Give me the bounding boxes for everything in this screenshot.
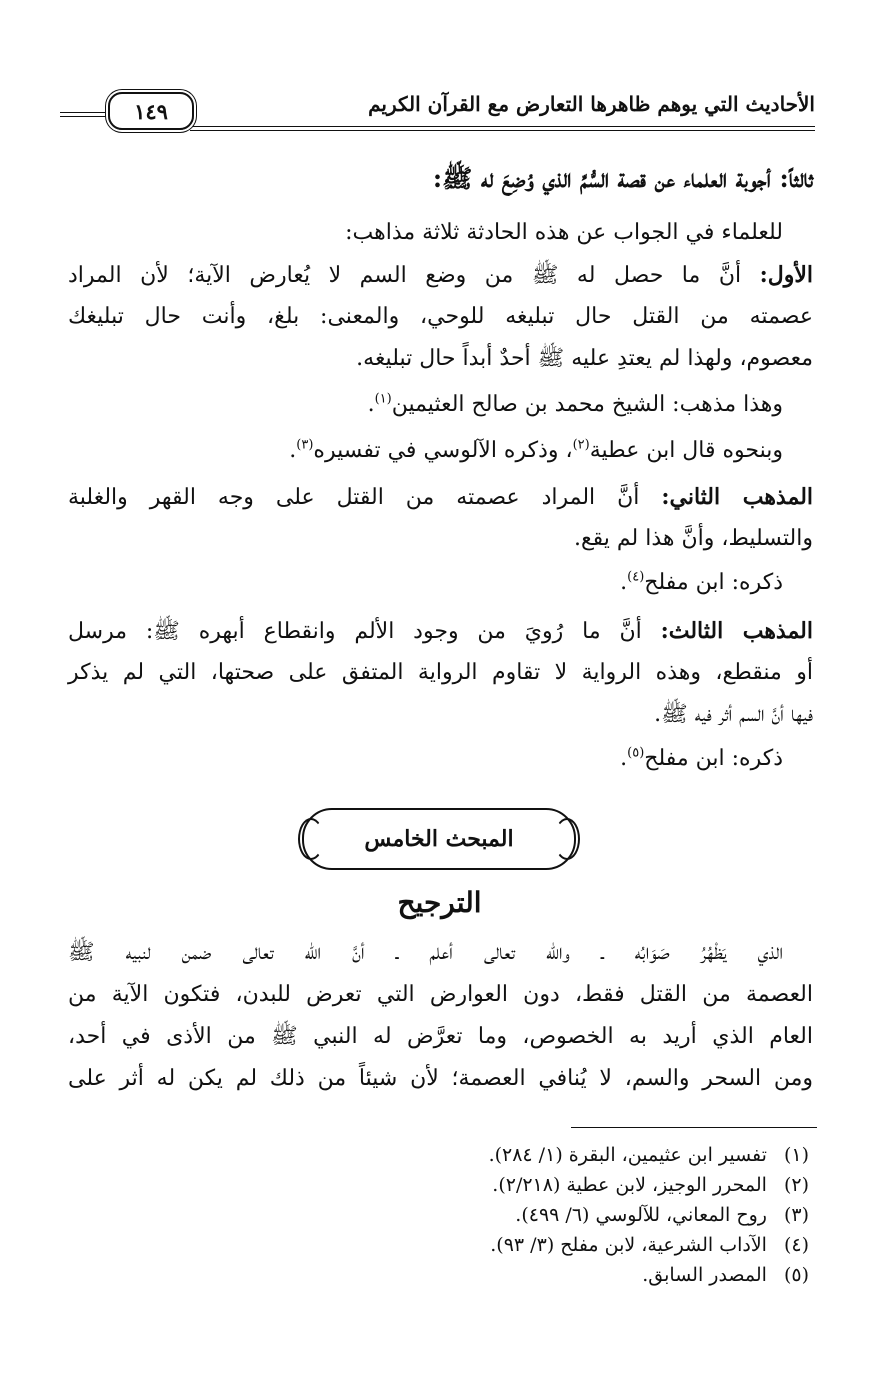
paragraph-line: معصوم، ولهذا لم يعتدِ عليه ﷺ أحدٌ أبداً حال تبليغه. [356, 346, 813, 371]
footnote-text: المحرر الوجيز، لابن عطية (٢/٢١٨). [492, 1174, 767, 1196]
footnote-number: (٥) [783, 1264, 809, 1286]
footnote-ref[interactable]: (٣) [296, 437, 314, 453]
source-text: وبنحوه قال ابن عطية [589, 438, 783, 463]
source-end: . [620, 746, 628, 771]
source-text: ذكره: ابن مفلح [644, 746, 783, 771]
chapter-subtitle: الترجيح [397, 886, 482, 919]
source-line [68, 437, 783, 480]
footnote [490, 1234, 809, 1264]
paragraph-line: فيها أنَّ السم أثر فيه ﷺ. [654, 702, 813, 727]
view-text: أنَّ ما حصل له ﷺ من وضع السم لا يُعارض الآية؛ لأن المراد [68, 263, 742, 288]
header-rule-short [60, 112, 106, 117]
source-end: . [289, 438, 297, 463]
paragraph-line: والتسليط، وأنَّ هذا لم يقع. [573, 526, 813, 551]
paragraph-line: العام الذي أريد به الخصوص، وما تعرَّض له النبي ﷺ من الأذى في أحد، [68, 1024, 813, 1049]
view-text: أنَّ المراد عصمته من القتل على وجه القهر والغلبة [68, 485, 640, 510]
section-heading: ثالثاً: أجوبة العلماء عن قصة السُّمِّ الذي وُضِعَ له ﷺ: [432, 164, 813, 193]
page-number: ١٤٩ [108, 92, 194, 130]
paragraph-line: الذي يَظْهُرُ صَوَابُه ـ والله تعالى أعلم ـ أنَّ الله تعالى ضمن لنبيه ﷺ [68, 940, 783, 965]
paragraph-line: العصمة من القتل فقط، دون العوارض التي تعرض للبدن، فتكون الآية من [68, 982, 813, 1007]
footnote-text: المصدر السابق. [642, 1264, 767, 1286]
chapter-title: المبحث الخامس [364, 826, 514, 852]
view-text: أنَّ ما رُويَ من وجود الألم وانقطاع أبهره ﷺ: مرسل [68, 619, 642, 644]
page-header [60, 92, 815, 132]
intro-text: للعلماء في الجواب عن هذه الحادثة ثلاثة مذاهب: [345, 220, 783, 245]
footnote-number: (٤) [783, 1234, 809, 1256]
paragraph-line [68, 264, 813, 304]
source-line [68, 391, 783, 434]
source-line [68, 745, 783, 788]
source-end: . [620, 570, 628, 595]
footnote-text: روح المعاني، للآلوسي (٦/ ٤٩٩). [515, 1204, 767, 1226]
source-text: ذكره: ابن مفلح [644, 570, 783, 595]
view-label: الأول: [759, 262, 814, 288]
source-text: وهذا مذهب: الشيخ محمد بن صالح العثيمين [391, 392, 783, 417]
footnote [489, 1144, 809, 1174]
footnote-text: تفسير ابن عثيمين، البقرة (١/ ٢٨٤). [488, 1144, 767, 1166]
paragraph-line: أو منقطع، وهذه الرواية لا تقاوم الرواية المتفق على صحتها، التي لم يذكر [68, 660, 813, 685]
source-line [68, 569, 783, 612]
paragraph-line [68, 620, 813, 660]
view-label: المذهب الثاني: [661, 484, 814, 510]
footnote [642, 1264, 809, 1294]
footnote-ref[interactable]: (٥) [627, 745, 645, 761]
footnote [492, 1174, 809, 1204]
footnote-ref[interactable]: (٤) [627, 569, 645, 585]
footnote-ref[interactable]: (٢) [572, 437, 590, 453]
running-title: الأحاديث التي يوهم ظاهرها التعارض مع القرآن الكريم [368, 92, 815, 116]
source-end: . [367, 392, 375, 417]
paragraph-line: ومن السحر والسم، لا يُنافي العصمة؛ لأن شيئاً من ذلك لم يكن له أثر على [68, 1066, 813, 1091]
header-rule [190, 126, 815, 131]
paragraph-line [68, 486, 813, 526]
source-text: ، وذكره الآلوسي في تفسيره [313, 438, 573, 463]
footnote-text: الآداب الشرعية، لابن مفلح (٣/ ٩٣). [490, 1234, 767, 1256]
footnote-number: (٢) [783, 1174, 809, 1196]
paragraph-line [68, 222, 783, 262]
footnote [515, 1204, 809, 1234]
footnote-ref[interactable]: (١) [374, 391, 392, 407]
footnote-number: (٣) [783, 1204, 809, 1226]
footnote-separator [571, 1127, 817, 1128]
chapter-title-box [302, 808, 576, 870]
paragraph-line: عصمته من القتل حال تبليغه للوحي، والمعنى: بلغ، وأنت حال تبليغك [68, 304, 813, 329]
footnote-number: (١) [783, 1144, 809, 1166]
view-label: المذهب الثالث: [660, 618, 813, 644]
